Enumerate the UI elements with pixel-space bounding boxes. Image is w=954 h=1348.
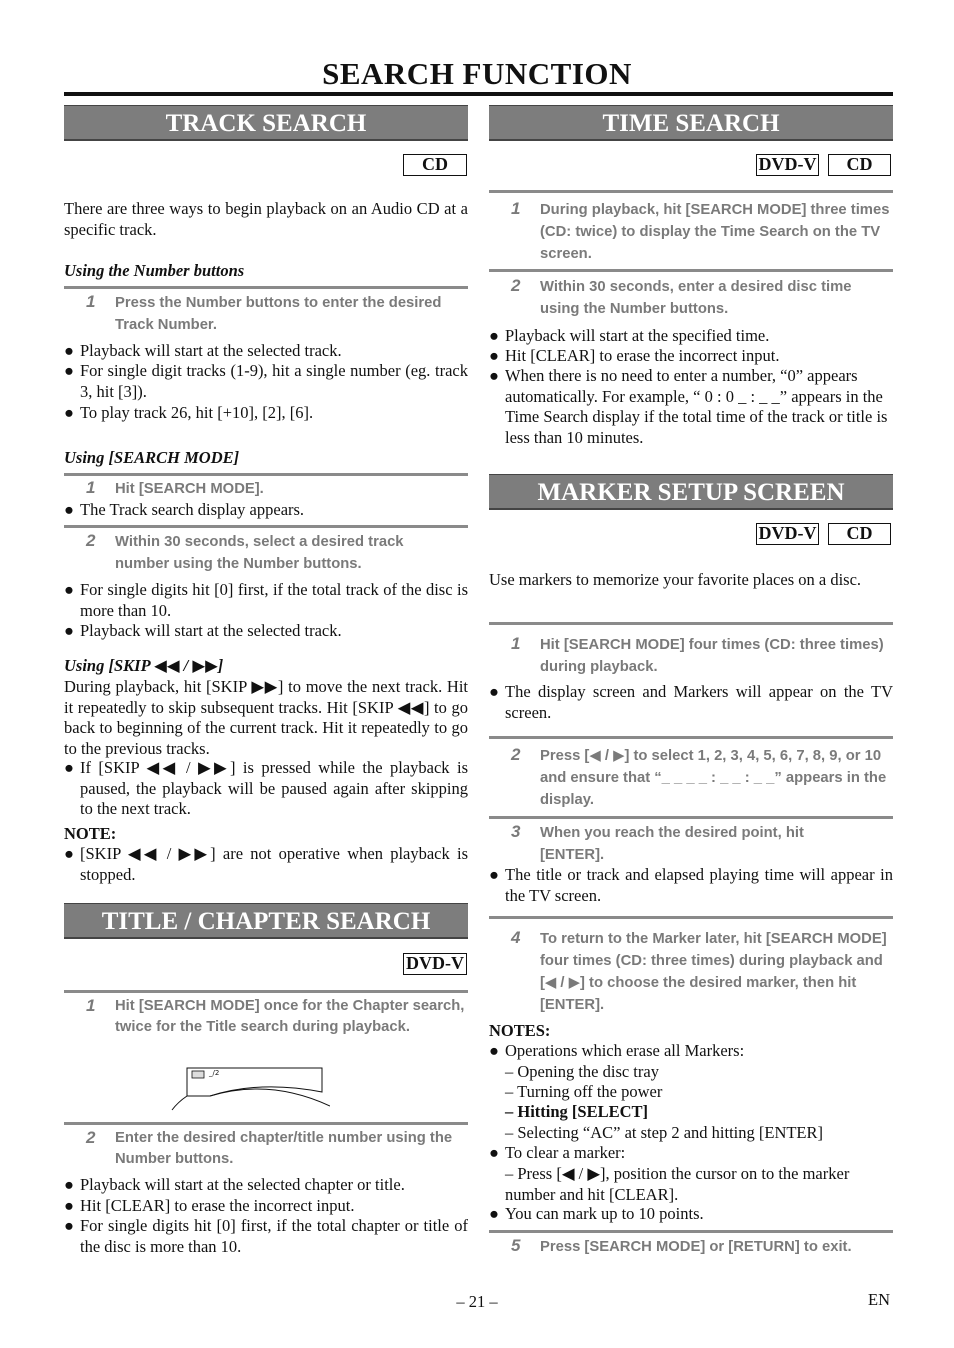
step-text: During playback, hit [SEARCH MODE] three times (CD: twice) to display the Time Search on the TV screen. xyxy=(540,202,890,262)
bullet-item: ● To clear a marker: xyxy=(489,1143,626,1162)
time-search-header: TIME SEARCH xyxy=(489,105,893,141)
step-text: Enter the desired chapter/title number using the Number buttons. xyxy=(115,1130,453,1167)
screen-text: _/2 xyxy=(209,1069,220,1077)
bullet-item: ● The display screen and Markers will appear on the TV screen. xyxy=(489,682,893,722)
step-text: Press the Number buttons to enter the desired Track Number. xyxy=(115,295,442,333)
step-text: To return to the Marker later, hit [SEARCH MODE] four times (CD: three times) during playback and [◀ / ▶] to choose the desired marker, then hit [ENTER]. xyxy=(540,931,887,1013)
step-number: 1 xyxy=(86,996,96,1015)
step-number: 1 xyxy=(511,634,521,653)
step-text: Hit [SEARCH MODE]. xyxy=(115,481,264,497)
bullet-item: ● Operations which erase all Markers: xyxy=(489,1041,745,1060)
step-number: 1 xyxy=(511,199,521,218)
bullet-item: ● The title or track and elapsed playing time will appear in the TV screen. xyxy=(489,865,893,905)
language-code: EN xyxy=(868,1290,890,1309)
bullet-item: ● Hit [CLEAR] to erase the incorrect input. xyxy=(489,346,780,365)
bullet-item: ● Playback will start at the selected track. xyxy=(64,341,342,360)
step-rule xyxy=(489,816,893,819)
step-rule xyxy=(489,916,893,919)
sub-item: – Press [◀ / ▶], position the cursor on to the marker number and hit [CLEAR]. xyxy=(505,1164,850,1204)
sub-item: – Opening the disc tray xyxy=(505,1062,659,1081)
step-text: Hit [SEARCH MODE] once for the Chapter search, twice for the Title search during playback. xyxy=(115,998,465,1035)
bullet-item: ● Hit [CLEAR] to erase the incorrect input. xyxy=(64,1196,355,1215)
marker-intro: Use markers to memorize your favorite places on a disc. xyxy=(489,570,862,589)
marker-setup-header: MARKER SETUP SCREEN xyxy=(489,474,893,510)
step-number: 3 xyxy=(511,822,521,841)
step-text: When you reach the desired point, hit [ENTER]. xyxy=(540,825,804,863)
sub-item: – Turning off the power xyxy=(505,1082,663,1101)
step-text: Within 30 seconds, enter a desired disc time using the Number buttons. xyxy=(540,279,852,317)
sub-item: – Selecting “AC” at step 2 and hitting [ENTER] xyxy=(505,1123,824,1142)
dvd-v-tag: DVD-V xyxy=(756,154,819,176)
step-rule xyxy=(64,525,468,528)
step-text: Hit [SEARCH MODE] four times (CD: three times) during playback. xyxy=(540,637,884,675)
page-number: – 21 – xyxy=(456,1292,498,1311)
cd-tag: CD xyxy=(403,154,467,176)
step-rule xyxy=(489,622,893,625)
tv-screen-illustration xyxy=(170,1062,330,1114)
step-number: 2 xyxy=(86,1128,96,1147)
step-rule xyxy=(489,269,893,272)
bullet-item: ● Playback will start at the specified time. xyxy=(489,326,770,345)
step-number: 2 xyxy=(86,531,96,550)
subheading-number-buttons: Using the Number buttons xyxy=(64,261,245,280)
step-rule xyxy=(64,473,468,476)
note-label: NOTE: xyxy=(64,824,117,843)
step-rule xyxy=(64,1122,468,1125)
bullet-item: ● If [SKIP ◀◀ / ▶▶] is pressed while the playback is paused, the playback will be paused again after skipping to the next track. xyxy=(64,758,468,818)
bullet-item: ● Playback will start at the selected track. xyxy=(64,621,342,640)
step-number: 2 xyxy=(511,745,521,764)
bullet-item: ● You can mark up to 10 points. xyxy=(489,1204,704,1223)
cd-tag: CD xyxy=(828,523,891,545)
bullet-item: ● When there is no need to enter a number, “0” appears automatically. For example, “ 0 : 0 _ : _ _” appears in the Time Search display if the total time of the track or title is less than 10 minutes. xyxy=(489,366,888,447)
bullet-item: ● [SKIP ◀◀ / ▶▶] are not operative when playback is stopped. xyxy=(64,844,468,884)
title-chapter-header: TITLE / CHAPTER SEARCH xyxy=(64,903,468,939)
dvd-v-tag: DVD-V xyxy=(756,523,819,545)
step-number: 1 xyxy=(86,292,96,311)
title-rule xyxy=(64,92,893,96)
step-number: 4 xyxy=(511,928,521,947)
track-intro: There are three ways to begin playback on an Audio CD at a specific track. xyxy=(64,199,468,239)
step-rule xyxy=(64,990,468,993)
bullet-item: ● The Track search display appears. xyxy=(64,500,305,519)
track-search-header: TRACK SEARCH xyxy=(64,105,468,141)
step-number: 1 xyxy=(86,478,96,497)
dvd-v-tag: DVD-V xyxy=(403,953,467,975)
cd-tag: CD xyxy=(828,154,891,176)
notes-label: NOTES: xyxy=(489,1021,551,1040)
step-rule xyxy=(64,286,468,289)
bullet-item: ● Playback will start at the selected chapter or title. xyxy=(64,1175,405,1194)
page-title: SEARCH FUNCTION xyxy=(322,56,632,91)
step-rule xyxy=(489,736,893,739)
step-text: Within 30 seconds, select a desired track number using the Number buttons. xyxy=(115,534,404,572)
step-text: Press [SEARCH MODE] or [RETURN] to exit. xyxy=(540,1239,852,1255)
sub-item: – Hitting [SELECT] xyxy=(505,1102,649,1121)
step-rule xyxy=(489,1230,893,1233)
step-number: 2 xyxy=(511,276,521,295)
subheading-search-mode: Using [SEARCH MODE] xyxy=(64,448,240,467)
bullet-item: ● For single digits hit [0] first, if the total track of the disc is more than 10. xyxy=(64,580,468,620)
step-rule xyxy=(489,190,893,193)
step-number: 5 xyxy=(511,1236,521,1255)
skip-paragraph: During playback, hit [SKIP ▶▶] to move the next track. Hit it repeatedly to skip subsequent tracks. Hit [SKIP ◀◀] to go back to beginning of the current track. Hit it repeatedly to go to the previous tracks. xyxy=(64,677,468,758)
step-text: Press [◀ / ▶] to select 1, 2, 3, 4, 5, 6, 7, 8, 9, or 10 and ensure that “_ _ _ _ : _ _ : _ _” appears in the display. xyxy=(540,748,887,808)
subheading-skip: Using [SKIP ◀◀ / ▶▶] xyxy=(64,656,224,675)
bullet-item: ● To play track 26, hit [+10], [2], [6]. xyxy=(64,403,314,422)
bullet-item: ● For single digit tracks (1-9), hit a single number (eg. track 3, hit [3]). xyxy=(64,361,468,401)
bullet-item: ● For single digits hit [0] first, if the total chapter or title of the disc is more than 10. xyxy=(64,1216,468,1256)
